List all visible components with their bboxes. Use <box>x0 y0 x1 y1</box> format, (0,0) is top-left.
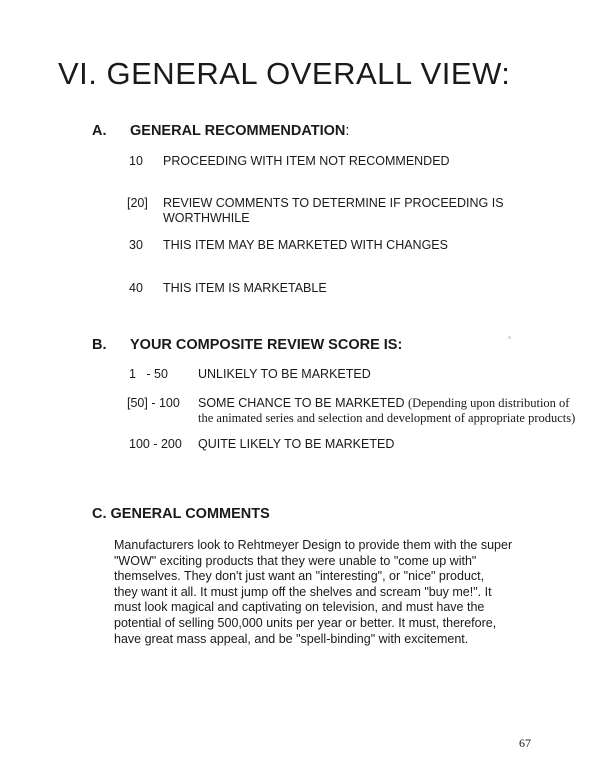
score-text: SOME CHANCE TO BE MARKETED <box>198 396 405 410</box>
comment-line: must look magical and captivating on television, and must have the <box>114 600 485 615</box>
general-comments-paragraph <box>114 538 514 647</box>
comment-line: Manufacturers look to Rehtmeyer Design to provide them with the super <box>114 538 513 552</box>
score-range: 100 - 200 <box>129 437 182 451</box>
comment-line: have great mass appeal, and be "spell-binding" with excitement. <box>114 631 469 646</box>
recommendation-code: 30 <box>129 238 143 252</box>
scan-speck <box>508 336 511 339</box>
score-note-continued: the animated series and selection and development of appropriate products) <box>198 411 576 425</box>
comment-line: they want it all. It must jump off the shelves and scream "buy me!". It <box>114 584 492 599</box>
comment-line: themselves. They don't just want an "interesting", or "nice" product, <box>114 569 485 584</box>
recommendation-text: THIS ITEM IS MARKETABLE <box>163 281 327 295</box>
section-a-letter: A. <box>92 123 107 139</box>
section-a-title: GENERAL RECOMMENDATION <box>130 123 346 139</box>
recommendation-code: [20] <box>127 196 148 210</box>
score-range: [50] - 100 <box>127 396 180 410</box>
section-b-letter: B. <box>92 337 107 353</box>
recommendation-code: 10 <box>129 154 143 168</box>
score-text: QUITE LIKELY TO BE MARKETED <box>198 437 395 451</box>
score-note: (Depending upon distribution of <box>408 396 570 410</box>
recommendation-text: REVIEW COMMENTS TO DETERMINE IF PROCEEDING IS <box>163 196 504 210</box>
recommendation-text-continued: WORTHWHILE <box>163 211 250 225</box>
section-b-title: YOUR COMPOSITE REVIEW SCORE IS: <box>130 337 403 353</box>
recommendation-code: 40 <box>129 281 143 295</box>
section-a-colon: : <box>345 123 350 139</box>
comment-line: "WOW" exciting products that they were unable to "come up with" <box>114 553 477 568</box>
page-title: VI. GENERAL OVERALL VIEW: <box>58 56 511 91</box>
score-range: 1 - 50 <box>129 367 168 381</box>
comment-line: potential of selling 500,000 units per year or better. It must, therefore, <box>114 615 497 630</box>
page-number: 67 <box>519 736 531 750</box>
recommendation-text: THIS ITEM MAY BE MARKETED WITH CHANGES <box>163 238 448 252</box>
section-c-heading: C. GENERAL COMMENTS <box>92 506 270 522</box>
score-text: UNLIKELY TO BE MARKETED <box>198 367 371 381</box>
recommendation-text: PROCEEDING WITH ITEM NOT RECOMMENDED <box>163 154 450 168</box>
